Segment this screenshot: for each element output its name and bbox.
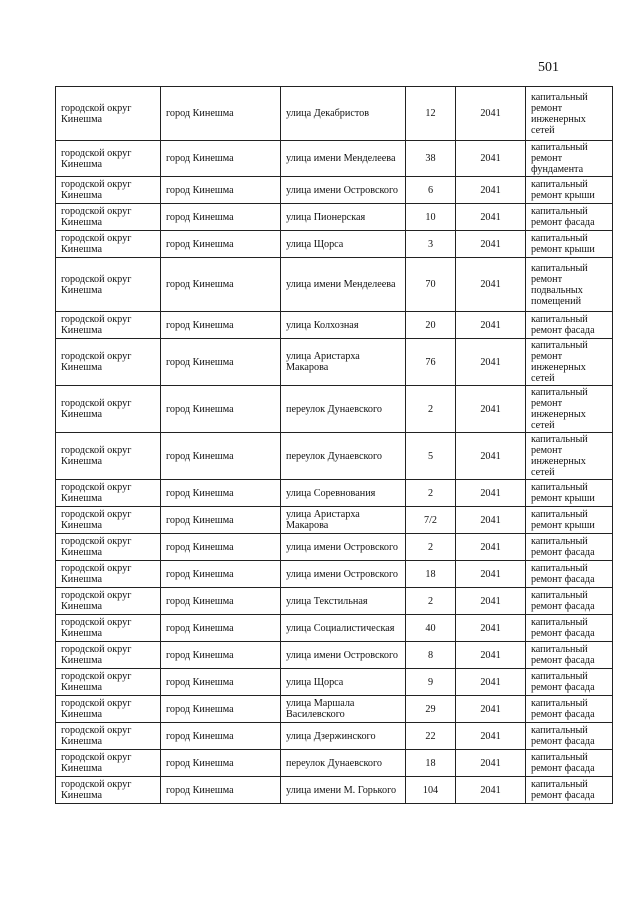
- city-cell: город Кинешма: [161, 696, 281, 723]
- year-cell: 2041: [456, 177, 526, 204]
- street-cell: улица имени Менделеева: [281, 258, 406, 312]
- street-cell: улица Текстильная: [281, 588, 406, 615]
- street-cell: улица Дзержинского: [281, 723, 406, 750]
- street-cell: улица Аристарха Макарова: [281, 507, 406, 534]
- district-cell: городской округ Кинешма: [56, 588, 161, 615]
- district-cell: городской округ Кинешма: [56, 507, 161, 534]
- district-cell: городской округ Кинешма: [56, 750, 161, 777]
- year-cell: 2041: [456, 723, 526, 750]
- table-row: [56, 386, 613, 433]
- city-cell: город Кинешма: [161, 480, 281, 507]
- city-cell: город Кинешма: [161, 507, 281, 534]
- district-cell: городской округ Кинешма: [56, 534, 161, 561]
- house-number-cell: 29: [406, 696, 456, 723]
- district-cell: городской округ Кинешма: [56, 258, 161, 312]
- house-number-cell: 38: [406, 141, 456, 177]
- street-cell: улица Пионерская: [281, 204, 406, 231]
- district-cell: городской округ Кинешма: [56, 433, 161, 480]
- year-cell: 2041: [456, 588, 526, 615]
- work-type-cell: капитальный ремонт подвальных помещений: [526, 258, 613, 312]
- year-cell: 2041: [456, 669, 526, 696]
- street-cell: улица имени Островского: [281, 534, 406, 561]
- table-row: [56, 669, 613, 696]
- work-type-cell: капитальный ремонт фасада: [526, 669, 613, 696]
- work-type-cell: капитальный ремонт инженерных сетей: [526, 433, 613, 480]
- house-number-cell: 9: [406, 669, 456, 696]
- housing-repair-table: [55, 86, 613, 804]
- street-cell: улица имени Островского: [281, 561, 406, 588]
- table-row: [56, 777, 613, 804]
- year-cell: 2041: [456, 480, 526, 507]
- work-type-cell: капитальный ремонт фасада: [526, 642, 613, 669]
- table-row: [56, 750, 613, 777]
- table-row: [56, 258, 613, 312]
- city-cell: город Кинешма: [161, 141, 281, 177]
- year-cell: 2041: [456, 141, 526, 177]
- work-type-cell: капитальный ремонт фасада: [526, 588, 613, 615]
- table-row: [56, 87, 613, 141]
- year-cell: 2041: [456, 87, 526, 141]
- house-number-cell: 10: [406, 204, 456, 231]
- district-cell: городской округ Кинешма: [56, 141, 161, 177]
- table-row: [56, 312, 613, 339]
- year-cell: 2041: [456, 507, 526, 534]
- district-cell: городской округ Кинешма: [56, 87, 161, 141]
- page-number: 501: [538, 60, 559, 75]
- house-number-cell: 22: [406, 723, 456, 750]
- street-cell: улица Аристарха Макарова: [281, 339, 406, 386]
- work-type-cell: капитальный ремонт крыши: [526, 507, 613, 534]
- street-cell: улица имени Островского: [281, 642, 406, 669]
- work-type-cell: капитальный ремонт фасада: [526, 312, 613, 339]
- year-cell: 2041: [456, 534, 526, 561]
- street-cell: улица имени М. Горького: [281, 777, 406, 804]
- house-number-cell: 18: [406, 561, 456, 588]
- district-cell: городской округ Кинешма: [56, 231, 161, 258]
- city-cell: город Кинешма: [161, 669, 281, 696]
- city-cell: город Кинешма: [161, 561, 281, 588]
- year-cell: 2041: [456, 258, 526, 312]
- city-cell: город Кинешма: [161, 777, 281, 804]
- house-number-cell: 6: [406, 177, 456, 204]
- district-cell: городской округ Кинешма: [56, 669, 161, 696]
- year-cell: 2041: [456, 204, 526, 231]
- street-cell: переулок Дунаевского: [281, 433, 406, 480]
- year-cell: 2041: [456, 615, 526, 642]
- district-cell: городской округ Кинешма: [56, 561, 161, 588]
- district-cell: городской округ Кинешма: [56, 480, 161, 507]
- house-number-cell: 104: [406, 777, 456, 804]
- table-row: [56, 588, 613, 615]
- work-type-cell: капитальный ремонт инженерных сетей: [526, 339, 613, 386]
- year-cell: 2041: [456, 696, 526, 723]
- city-cell: город Кинешма: [161, 177, 281, 204]
- city-cell: город Кинешма: [161, 534, 281, 561]
- table-row: [56, 231, 613, 258]
- table-row: [56, 561, 613, 588]
- year-cell: 2041: [456, 777, 526, 804]
- street-cell: улица Щорса: [281, 231, 406, 258]
- district-cell: городской округ Кинешма: [56, 312, 161, 339]
- city-cell: город Кинешма: [161, 386, 281, 433]
- table-row: [56, 177, 613, 204]
- table-row: [56, 642, 613, 669]
- year-cell: 2041: [456, 339, 526, 386]
- work-type-cell: капитальный ремонт фундамента: [526, 141, 613, 177]
- city-cell: город Кинешма: [161, 258, 281, 312]
- district-cell: городской округ Кинешма: [56, 177, 161, 204]
- table-row: [56, 696, 613, 723]
- city-cell: город Кинешма: [161, 312, 281, 339]
- district-cell: городской округ Кинешма: [56, 386, 161, 433]
- street-cell: переулок Дунаевского: [281, 386, 406, 433]
- work-type-cell: капитальный ремонт крыши: [526, 480, 613, 507]
- year-cell: 2041: [456, 231, 526, 258]
- work-type-cell: капитальный ремонт фасада: [526, 696, 613, 723]
- table-row: [56, 204, 613, 231]
- city-cell: город Кинешма: [161, 750, 281, 777]
- district-cell: городской округ Кинешма: [56, 696, 161, 723]
- table-row: [56, 141, 613, 177]
- work-type-cell: капитальный ремонт инженерных сетей: [526, 87, 613, 141]
- year-cell: 2041: [456, 433, 526, 480]
- table-row: [56, 723, 613, 750]
- city-cell: город Кинешма: [161, 339, 281, 386]
- city-cell: город Кинешма: [161, 433, 281, 480]
- district-cell: городской округ Кинешма: [56, 615, 161, 642]
- house-number-cell: 5: [406, 433, 456, 480]
- street-cell: улица Колхозная: [281, 312, 406, 339]
- street-cell: улица Социалистическая: [281, 615, 406, 642]
- work-type-cell: капитальный ремонт крыши: [526, 231, 613, 258]
- work-type-cell: капитальный ремонт инженерных сетей: [526, 386, 613, 433]
- district-cell: городской округ Кинешма: [56, 339, 161, 386]
- work-type-cell: капитальный ремонт фасада: [526, 723, 613, 750]
- house-number-cell: 18: [406, 750, 456, 777]
- city-cell: город Кинешма: [161, 87, 281, 141]
- work-type-cell: капитальный ремонт фасада: [526, 750, 613, 777]
- house-number-cell: 20: [406, 312, 456, 339]
- table-row: [56, 433, 613, 480]
- work-type-cell: капитальный ремонт фасада: [526, 777, 613, 804]
- city-cell: город Кинешма: [161, 231, 281, 258]
- year-cell: 2041: [456, 642, 526, 669]
- street-cell: улица имени Менделеева: [281, 141, 406, 177]
- street-cell: улица Маршала Василевского: [281, 696, 406, 723]
- work-type-cell: капитальный ремонт фасада: [526, 534, 613, 561]
- district-cell: городской округ Кинешма: [56, 642, 161, 669]
- house-number-cell: 3: [406, 231, 456, 258]
- house-number-cell: 12: [406, 87, 456, 141]
- city-cell: город Кинешма: [161, 723, 281, 750]
- city-cell: город Кинешма: [161, 588, 281, 615]
- city-cell: город Кинешма: [161, 204, 281, 231]
- year-cell: 2041: [456, 561, 526, 588]
- district-cell: городской округ Кинешма: [56, 204, 161, 231]
- house-number-cell: 2: [406, 480, 456, 507]
- house-number-cell: 40: [406, 615, 456, 642]
- table-row: [56, 339, 613, 386]
- table-row: [56, 615, 613, 642]
- work-type-cell: капитальный ремонт фасада: [526, 561, 613, 588]
- house-number-cell: 76: [406, 339, 456, 386]
- street-cell: улица Щорса: [281, 669, 406, 696]
- street-cell: улица Декабристов: [281, 87, 406, 141]
- table-row: [56, 480, 613, 507]
- district-cell: городской округ Кинешма: [56, 777, 161, 804]
- house-number-cell: 2: [406, 386, 456, 433]
- street-cell: улица имени Островского: [281, 177, 406, 204]
- house-number-cell: 70: [406, 258, 456, 312]
- year-cell: 2041: [456, 386, 526, 433]
- city-cell: город Кинешма: [161, 615, 281, 642]
- year-cell: 2041: [456, 312, 526, 339]
- house-number-cell: 2: [406, 588, 456, 615]
- street-cell: улица Соревнования: [281, 480, 406, 507]
- street-cell: переулок Дунаевского: [281, 750, 406, 777]
- table-row: [56, 534, 613, 561]
- work-type-cell: капитальный ремонт крыши: [526, 177, 613, 204]
- table-row: [56, 507, 613, 534]
- district-cell: городской округ Кинешма: [56, 723, 161, 750]
- house-number-cell: 8: [406, 642, 456, 669]
- work-type-cell: капитальный ремонт фасада: [526, 204, 613, 231]
- house-number-cell: 2: [406, 534, 456, 561]
- house-number-cell: 7/2: [406, 507, 456, 534]
- year-cell: 2041: [456, 750, 526, 777]
- city-cell: город Кинешма: [161, 642, 281, 669]
- work-type-cell: капитальный ремонт фасада: [526, 615, 613, 642]
